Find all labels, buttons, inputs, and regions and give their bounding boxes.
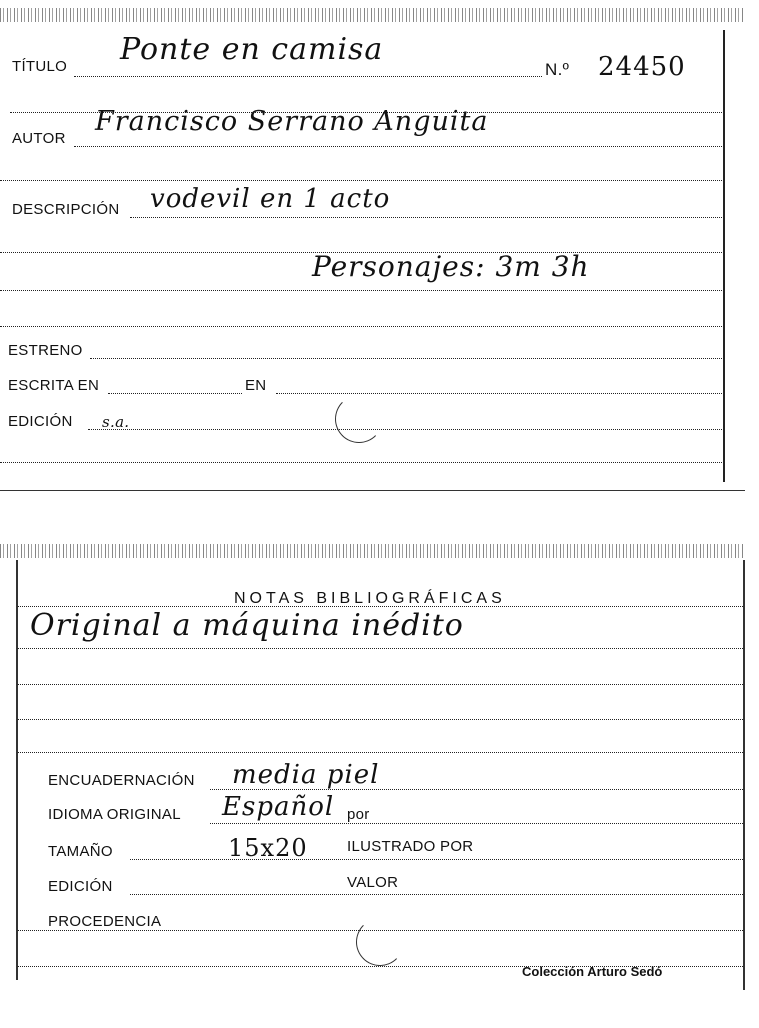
edicion-back-label: EDICIÓN [48, 878, 113, 895]
card-top-edge [0, 8, 745, 22]
titulo-value: Ponte en camisa [120, 32, 384, 67]
titulo-label: TÍTULO [12, 58, 68, 75]
numero-value: 24450 [598, 52, 686, 82]
escrita-en-label: ESCRITA EN [8, 377, 100, 394]
estreno-label: ESTRENO [8, 342, 83, 359]
personajes-value: Personajes: 3m 3h [312, 250, 590, 283]
notes-value: Original a máquina inédito [30, 608, 464, 643]
autor-line [74, 146, 724, 147]
rule-line [18, 648, 743, 649]
idioma-original-value: Español [222, 792, 335, 822]
edicion-back-line [130, 894, 743, 895]
card-top-bottom-border [0, 490, 745, 491]
encuadernacion-line [210, 789, 743, 790]
rule-line [0, 462, 724, 463]
rule-line [18, 719, 743, 720]
edicion-value: s.a. [102, 413, 130, 431]
card-bottom-edge [0, 544, 745, 558]
rule-line [18, 606, 743, 607]
escrita-en-line [108, 393, 242, 394]
idioma-original-label: IDIOMA ORIGINAL [48, 806, 181, 823]
rule-line [0, 290, 724, 291]
rule-line [0, 180, 724, 181]
card-bottom-right-border [743, 560, 745, 990]
ilustrado-por-label: ILUSTRADO POR [347, 838, 474, 855]
encuadernacion-value: media piel [232, 760, 380, 790]
edicion-line [88, 429, 724, 430]
tamano-label: TAMAÑO [48, 843, 113, 860]
tamano-value: 15x20 [228, 834, 308, 862]
tamano-line [130, 859, 743, 860]
descripcion-label: DESCRIPCIÓN [12, 201, 120, 218]
notas-bibliograficas-title: NOTAS BIBLIOGRÁFICAS [234, 590, 506, 607]
en-line [276, 393, 724, 394]
estreno-line [90, 358, 724, 359]
titulo-line [74, 76, 542, 77]
descripcion-value: vodevil en 1 acto [150, 184, 391, 214]
autor-label: AUTOR [12, 130, 66, 147]
punch-hole [335, 395, 383, 443]
en-label: EN [245, 377, 267, 394]
descripcion-line [130, 217, 724, 218]
rule-line [18, 752, 743, 753]
punch-hole [356, 918, 404, 966]
procedencia-label: PROCEDENCIA [48, 913, 162, 930]
numero-label: N.º [545, 60, 570, 79]
encuadernacion-label: ENCUADERNACIÓN [48, 772, 195, 789]
collection-footer: Colección Arturo Sedó [522, 964, 663, 979]
rule-line [18, 684, 743, 685]
rule-line [0, 326, 724, 327]
card-bottom-left-border [16, 560, 18, 980]
card-top-right-border [723, 30, 725, 482]
idioma-line [210, 823, 743, 824]
valor-label: VALOR [347, 874, 399, 891]
por-label: por [347, 806, 370, 823]
edicion-label: EDICIÓN [8, 413, 73, 430]
autor-value: Francisco Serrano Anguita [95, 106, 489, 137]
